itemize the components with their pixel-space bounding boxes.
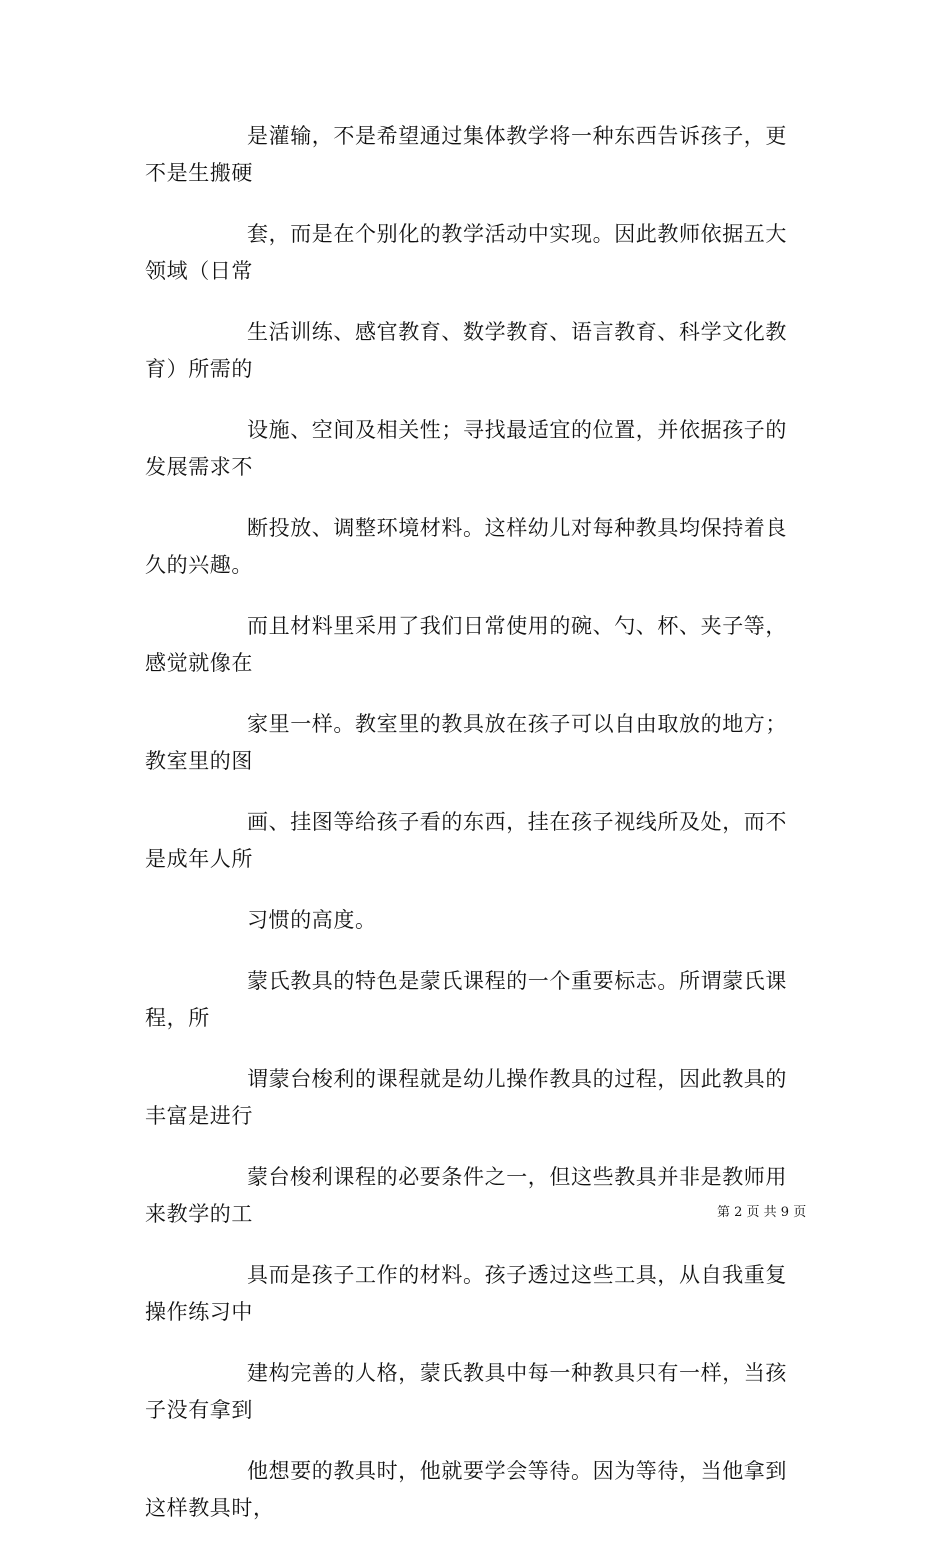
paragraph-first-line: 生活训练、感官教育、数学教育、语言教育、科学文化教 (247, 320, 787, 344)
paragraph-wrap-line: 来教学的工 (145, 1202, 253, 1226)
paragraph-first-line: 习惯的高度。 (247, 908, 377, 932)
paragraph (145, 608, 810, 682)
paragraph-first-line: 建构完善的人格，蒙氏教具中每一种教具只有一样，当孩 (247, 1361, 787, 1385)
paragraph-first-line: 而且材料里采用了我们日常使用的碗、勺、杯、夹子等， (247, 614, 787, 638)
paragraph-wrap-line: 子没有拿到 (145, 1398, 253, 1422)
paragraph (145, 1061, 810, 1135)
paragraph-first-line: 是灌输，不是希望通过集体教学将一种东西告诉孩子，更 (247, 124, 787, 148)
paragraph-first-line: 套，而是在个别化的教学活动中实现。因此教师依据五大 (247, 222, 787, 246)
paragraph-wrap-line: 育）所需的 (145, 357, 253, 381)
paragraph-wrap-line: 发展需求不 (145, 455, 253, 479)
paragraph (145, 804, 810, 878)
paragraph (145, 118, 810, 192)
paragraph-first-line: 蒙氏教具的特色是蒙氏课程的一个重要标志。所谓蒙氏课 (247, 969, 787, 993)
paragraph-wrap-line: 程，所 (145, 1006, 210, 1030)
paragraph (145, 412, 810, 486)
paragraph-wrap-line: 领域（日常 (145, 259, 253, 283)
paragraph-first-line: 蒙台梭利课程的必要条件之一，但这些教具并非是教师用 (247, 1165, 787, 1189)
paragraph (145, 1257, 810, 1331)
paragraph-wrap-line: 感觉就像在 (145, 651, 253, 675)
paragraph-wrap-line: 久的兴趣。 (145, 553, 253, 577)
paragraph-first-line: 家里一样。教室里的教具放在孩子可以自由取放的地方； (247, 712, 787, 736)
paragraph (145, 1159, 810, 1233)
paragraph-wrap-line: 这样教具时， (145, 1496, 275, 1520)
paragraph-first-line: 画、挂图等给孩子看的东西，挂在孩子视线所及处，而不 (247, 810, 787, 834)
body-text (145, 118, 810, 1551)
paragraph (145, 902, 810, 939)
paragraph-first-line: 他想要的教具时，他就要学会等待。因为等待，当他拿到 (247, 1459, 787, 1483)
paragraph-wrap-line: 操作练习中 (145, 1300, 253, 1324)
paragraph (145, 510, 810, 584)
paragraph (145, 1355, 810, 1429)
page-number: 第 2 页 共 9 页 (717, 1205, 807, 1220)
paragraph-first-line: 具而是孩子工作的材料。孩子透过这些工具，从自我重复 (247, 1263, 787, 1287)
paragraph (145, 314, 810, 388)
paragraph (145, 1453, 810, 1527)
paragraph (145, 963, 810, 1037)
paragraph-wrap-line: 是成年人所 (145, 847, 253, 871)
paragraph-first-line: 谓蒙台梭利的课程就是幼儿操作教具的过程，因此教具的 (247, 1067, 787, 1091)
paragraph-wrap-line: 不是生搬硬 (145, 161, 253, 185)
paragraph-first-line: 设施、空间及相关性；寻找最适宜的位置，并依据孩子的 (247, 418, 787, 442)
paragraph-first-line: 断投放、调整环境材料。这样幼儿对每种教具均保持着良 (247, 516, 787, 540)
paragraph-wrap-line: 丰富是进行 (145, 1104, 253, 1128)
paragraph-wrap-line: 教室里的图 (145, 749, 253, 773)
paragraph (145, 706, 810, 780)
paragraph (145, 216, 810, 290)
